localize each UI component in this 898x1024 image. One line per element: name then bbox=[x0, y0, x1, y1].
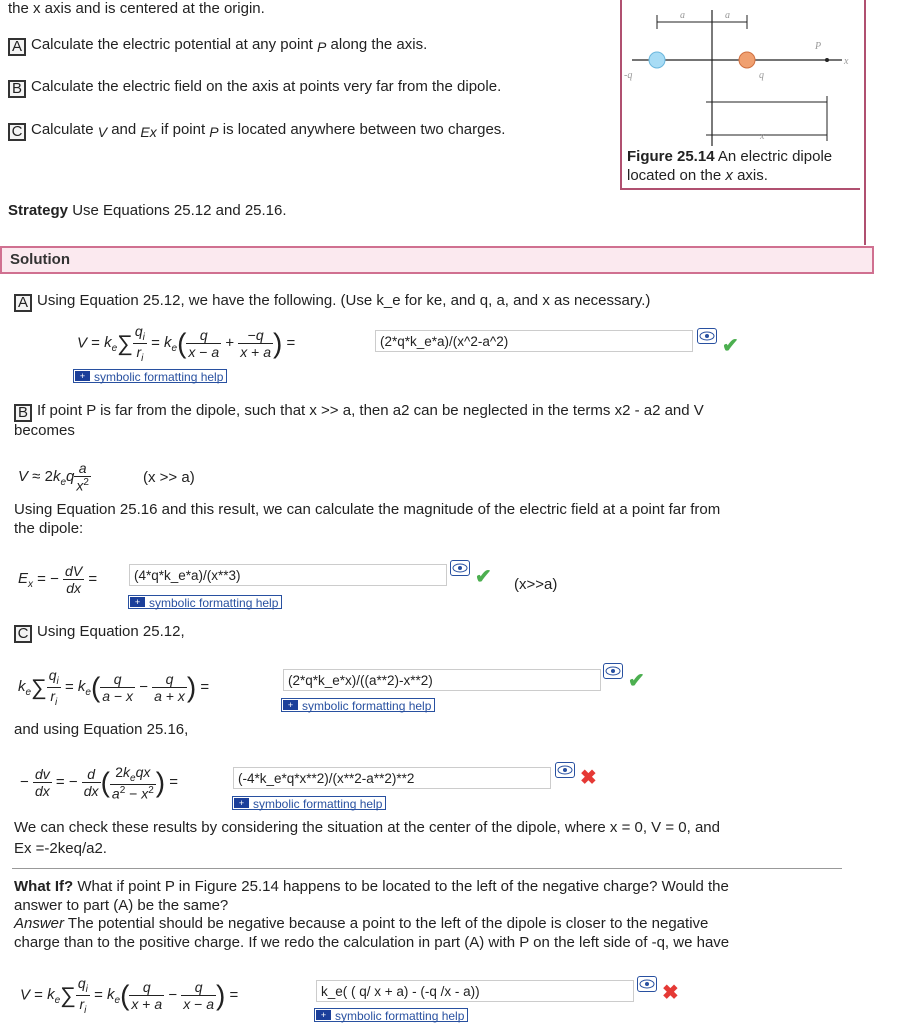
symbolic-formatting-help-link[interactable]: + symbolic formatting help bbox=[232, 796, 386, 810]
cross-icon: ✖ bbox=[662, 982, 679, 1004]
label-pos-q: q bbox=[759, 70, 764, 81]
approx-condition: (x >> a) bbox=[143, 469, 195, 486]
intro-line: the x axis and is centered at the origin. bbox=[8, 0, 265, 17]
strategy-text: Strategy Use Equations 25.12 and 25.16. bbox=[8, 202, 287, 219]
part-b-intro: B If point P is far from the dipole, such that x >> a, then a2 can be neglected in the terms x2 - a2 and V bbox=[14, 402, 704, 422]
equation-c2: − $\frac{dv}{dx}$ = − $\frac{d}{dx}$ ( $\frac{2k_eqx}{a^2 - x^2}$ ) = bbox=[20, 764, 179, 802]
symbolic-formatting-help-link[interactable]: + symbolic formatting help bbox=[128, 595, 282, 609]
check-line2: Ex =-2keq/a2. bbox=[14, 840, 107, 857]
preview-eye-icon[interactable] bbox=[697, 328, 717, 344]
equation-whatif: $V = k_e\sum$ $\frac{q_i}{r_i}$ = $k_e$( $\frac{q}{x + a}$ − $\frac{q}{x - a}$ ) = bbox=[20, 975, 239, 1016]
answer-c1-input[interactable]: (2*q*k_e*x)/((a**2)-x**2) bbox=[283, 669, 601, 691]
preview-eye-icon[interactable] bbox=[637, 976, 657, 992]
label-x-dist: x bbox=[760, 131, 765, 142]
part-b-condition: (x>>a) bbox=[514, 576, 558, 593]
check-line1: We can check these results by considering the situation at the center of the dipole, where x = 0, V = 0, and bbox=[14, 819, 720, 836]
equation-b-approx: $V \approx 2k_eq$ $\frac{a}{x^2}$ bbox=[18, 460, 89, 494]
dipole-figure bbox=[622, 0, 856, 146]
answer-c2-input[interactable]: (-4*k_e*q*x**2)/(x**2-a**2)**2 bbox=[233, 767, 551, 789]
part-a-intro: A Using Equation 25.12, we have the following. (Use k_e for ke, and q, a, and x as necessary.) bbox=[14, 292, 650, 312]
part-b-task: B Calculate the electric field on the axis at points very far from the dipole. bbox=[8, 78, 501, 98]
whatif-q2: answer to part (A) be the same? bbox=[14, 897, 229, 914]
positive-charge bbox=[739, 52, 755, 68]
check-icon: ✔ bbox=[475, 566, 492, 588]
symbolic-formatting-help-link[interactable]: + symbolic formatting help bbox=[73, 369, 227, 383]
preview-eye-icon[interactable] bbox=[450, 560, 470, 576]
part-a-task: A Calculate the electric potential at any point P along the axis. bbox=[8, 36, 427, 56]
answer-a-input[interactable]: (2*q*k_e*a)/(x^2-a^2) bbox=[375, 330, 693, 352]
equation-c1: $k_e\sum$ $\frac{q_i}{r_i}$ = $k_e$( $\frac{q}{a - x}$ − $\frac{q}{a + x}$ ) = bbox=[18, 667, 210, 708]
part-c-mid: and using Equation 25.16, bbox=[14, 721, 189, 738]
label-x-axis: x bbox=[844, 56, 849, 67]
part-letter-a: A bbox=[8, 38, 26, 56]
solution-letter-b: B bbox=[14, 404, 32, 422]
whatif-a2: charge than to the positive charge. If we redo the calculation in part (A) with P on the left side of -q, we have bbox=[14, 934, 730, 951]
answer-whatif-input[interactable]: k_e( ( q/ x + a) - (-q /x - a)) bbox=[316, 980, 634, 1002]
negative-charge bbox=[649, 52, 665, 68]
divider bbox=[12, 868, 842, 869]
label-a1: a bbox=[680, 10, 685, 21]
cross-icon: ✖ bbox=[580, 767, 597, 789]
preview-eye-icon[interactable] bbox=[603, 663, 623, 679]
part-c-intro: C Using Equation 25.12, bbox=[14, 623, 185, 643]
symbolic-formatting-help-link[interactable]: + symbolic formatting help bbox=[281, 698, 435, 712]
label-neg-q: -q bbox=[624, 70, 633, 81]
part-letter-b: B bbox=[8, 80, 26, 98]
equation-a: $V = k_e\sum$ $\frac{q_i}{r_i}$ = $k_e$( $\frac{q}{x - a}$ + $\frac{-q}{x + a}$ ) = bbox=[77, 323, 296, 364]
label-a2: a bbox=[725, 10, 730, 21]
part-b-line2: Using Equation 25.16 and this result, we can calculate the magnitude of the electric field at a point far from bbox=[14, 501, 721, 518]
solution-letter-c: C bbox=[14, 625, 32, 643]
part-c-task: C Calculate V and Ex if point P is located anywhere between two charges. bbox=[8, 121, 505, 141]
part-b-line3: the dipole: bbox=[14, 520, 84, 537]
point-p bbox=[825, 58, 829, 62]
whatif-q1: What If? What if point P in Figure 25.14 happens to be located to the left of the negative charge? Would the bbox=[14, 878, 729, 895]
part-letter-c: C bbox=[8, 123, 26, 141]
part-b-becomes: becomes bbox=[14, 422, 75, 439]
check-icon: ✔ bbox=[628, 670, 645, 692]
solution-header: Solution bbox=[0, 246, 874, 274]
preview-eye-icon[interactable] bbox=[555, 762, 575, 778]
answer-b-input[interactable]: (4*q*k_e*a)/(x**3) bbox=[129, 564, 447, 586]
label-p: P bbox=[815, 41, 822, 52]
solution-letter-a: A bbox=[14, 294, 32, 312]
symbolic-formatting-help-link[interactable]: + symbolic formatting help bbox=[314, 1008, 468, 1022]
figure-caption: Figure 25.14 An electric dipole located on the x axis. bbox=[627, 148, 833, 184]
whatif-a1: Answer The potential should be negative because a point to the left of the dipole is closer to the negative bbox=[14, 915, 709, 932]
equation-b: $E_x$ = − $\frac{dV}{dx}$ = bbox=[18, 563, 98, 596]
check-icon: ✔ bbox=[722, 335, 739, 357]
